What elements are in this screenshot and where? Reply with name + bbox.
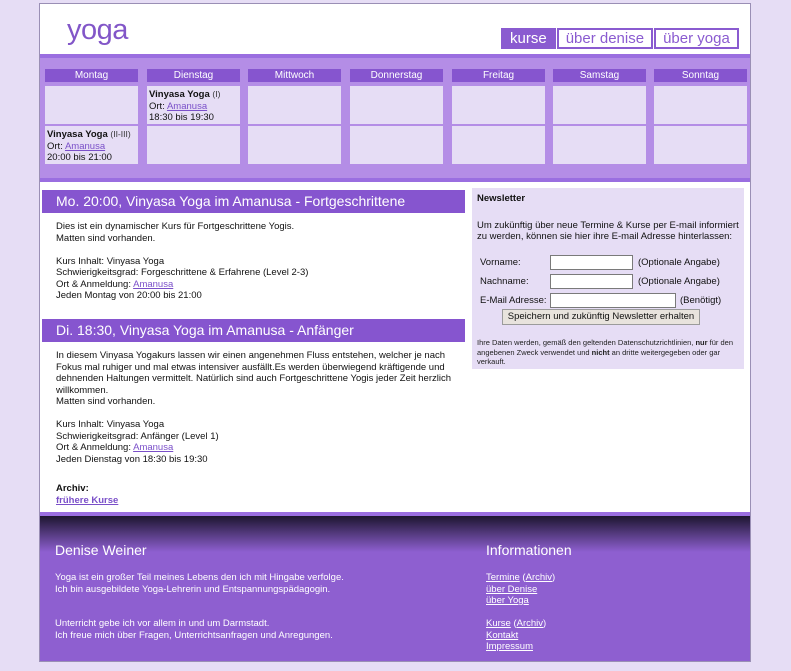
course-mats-note: Matten sind vorhanden. [56, 396, 156, 407]
tab-ueber-denise[interactable]: über denise [557, 28, 653, 49]
tab-ueber-yoga[interactable]: über yoga [654, 28, 739, 49]
footer-text-2 [55, 618, 435, 641]
course-title: Di. 18:30, Vinyasa Yoga im Amanusa - Anfänger [42, 319, 465, 342]
course-description: In diesem Vinyasa Yogakurs lassen wir einen angenehmen Fluss entstehen, welcher je nach Fokus mal ruhiger und mal etwas intensiver ausfällt.Es werden überwiegend kräftigende und dehnenden Haltungen vermittelt. Natürlich sind auch Fortgeschrittene Yogis jeder Zeit herzlich willkommen. [56, 350, 452, 396]
footer-text-1 [55, 572, 435, 595]
course-body [56, 221, 456, 302]
day-header: Montag [45, 69, 138, 82]
termine-archiv-link[interactable]: Archiv [525, 572, 553, 583]
course-name: Vinyasa Yoga [149, 89, 210, 100]
day-header: Donnerstag [350, 69, 443, 82]
footer-line: Ich freue mich über Fragen, Unterrichtsanfragen und Anregungen. [55, 629, 333, 641]
day-header: Samstag [553, 69, 646, 82]
newsletter-box [472, 188, 744, 369]
footer-line: Unterricht gebe ich vor allem in und um Darmstadt. [55, 618, 270, 629]
newsletter-submit-button[interactable]: Speichern und zukünftig Newsletter erhalten [502, 309, 700, 325]
privacy-text: Ihre Daten werden, gemäß den geltenden Datenschutzrichtlinien, [477, 338, 696, 347]
termine-link[interactable]: Termine [486, 572, 520, 583]
course-level: Schwierigkeitsgrad: Forgeschrittene & Erfahrene (Level 2-3) [56, 267, 309, 278]
vorname-field[interactable] [550, 255, 633, 270]
vorname-row [480, 254, 720, 271]
schedule-cell [452, 126, 545, 164]
nachname-row [480, 273, 720, 290]
day-header: Mittwoch [248, 69, 341, 82]
course-description: Dies ist ein dynamischer Kurs für Fortgeschrittene Yogis. [56, 221, 295, 232]
course-time: 18:30 bis 19:30 [149, 112, 214, 123]
email-note: (Benötigt) [680, 294, 722, 306]
footer-line: Yoga ist ein großer Teil meines Lebens den ich mit Hingabe verfolge. [55, 572, 344, 583]
course-inhalt: Kurs Inhalt: Vinyasa Yoga [56, 255, 165, 267]
ort-link[interactable]: Amanusa [166, 100, 208, 112]
schedule-cell [248, 86, 341, 124]
weekly-schedule [40, 54, 750, 178]
schedule-cell [654, 86, 747, 124]
schedule-cell [248, 126, 341, 164]
day-column-mittwoch [248, 69, 341, 82]
tab-kurse[interactable]: kurse [501, 28, 556, 49]
ort-link[interactable]: Amanusa [133, 278, 174, 290]
vorname-note: (Optionale Angabe) [638, 256, 720, 268]
newsletter-title: Newsletter [477, 193, 526, 204]
footer-links-2: Kurse (Archiv) Kontakt Impressum [486, 618, 547, 652]
day-header: Dienstag [147, 69, 240, 82]
privacy-note [477, 338, 742, 367]
ort-label: Ort & Anmeldung: [56, 442, 131, 453]
privacy-text: für den angebenen Zweck verwendet und [477, 338, 733, 357]
divider [40, 54, 750, 58]
newsletter-intro: Um zukünftig über neue Termine & Kurse per E-mail informiert zu werden, können sie hier ihre E-mail Adresse hinterlassen: [477, 219, 739, 242]
course-body [56, 350, 456, 465]
footer-title-right: Informationen [486, 542, 572, 558]
schedule-cell [45, 126, 138, 164]
course-schedule: Jeden Montag von 20:00 bis 21:00 [56, 290, 202, 301]
course-level: (II-III) [110, 129, 131, 139]
course-title: Mo. 20:00, Vinyasa Yoga im Amanusa - Fortgeschrittene [42, 190, 465, 213]
kurse-link[interactable]: Kurse [486, 618, 511, 629]
schedule-cell [350, 126, 443, 164]
schedule-cell [147, 86, 240, 124]
course-time: 20:00 bis 21:00 [47, 152, 112, 163]
email-label: E-Mail Adresse: [480, 294, 547, 306]
course-name: Vinyasa Yoga [47, 129, 108, 140]
ort-link[interactable]: Amanusa [133, 442, 174, 453]
day-header: Sonntag [654, 69, 747, 82]
footer-line: Ich bin ausgebildete Yoga-Lehrerin und Entspannungspädagogin. [55, 583, 331, 595]
email-field[interactable] [550, 293, 676, 308]
site-logo[interactable]: yoga [67, 14, 128, 46]
course-mats-note: Matten sind vorhanden. [56, 232, 156, 244]
schedule-cell [553, 126, 646, 164]
ort-label: Ort: [47, 140, 63, 152]
schedule-cell [45, 86, 138, 124]
course-location [56, 279, 456, 291]
ueber-denise-link[interactable]: über Denise [486, 583, 538, 595]
vorname-label: Vorname: [480, 256, 521, 268]
archive-section [56, 483, 456, 506]
course-level: (I) [212, 89, 221, 99]
kontakt-link[interactable]: Kontakt [486, 629, 519, 641]
impressum-link[interactable]: Impressum [486, 641, 533, 652]
schedule-cell [147, 126, 240, 164]
day-column-freitag [452, 69, 545, 82]
course-level: Schwierigkeitsgrad: Anfänger (Level 1) [56, 430, 219, 442]
archive-link[interactable]: frühere Kurse [56, 494, 119, 506]
schedule-cell [452, 86, 545, 124]
main-content [40, 178, 750, 512]
footer-links-1: Termine (Archiv) über Denise über Yoga [486, 572, 556, 606]
day-column-sonntag [654, 69, 747, 82]
ort-link[interactable]: Amanusa [64, 140, 106, 152]
main-nav [500, 28, 739, 49]
footer [40, 516, 750, 662]
day-column-samstag [553, 69, 646, 82]
nachname-note: (Optionale Angabe) [638, 275, 720, 287]
email-row [480, 292, 721, 309]
schedule-cell [350, 86, 443, 124]
schedule-cell [553, 86, 646, 124]
privacy-emphasis: nur [695, 338, 708, 347]
day-column-montag [45, 69, 138, 163]
course-location [56, 442, 456, 454]
day-column-dienstag [147, 69, 240, 123]
privacy-emphasis: nicht [591, 347, 610, 357]
kurse-archiv-link[interactable]: Archiv [516, 618, 544, 629]
schedule-cell [654, 126, 747, 164]
nachname-field[interactable] [550, 274, 633, 289]
nachname-label: Nachname: [480, 275, 529, 287]
header [40, 4, 750, 54]
course-schedule: Jeden Dienstag von 18:30 bis 19:30 [56, 453, 208, 465]
divider [40, 178, 750, 182]
ueber-yoga-link[interactable]: über Yoga [486, 595, 529, 606]
page-container [39, 3, 751, 662]
privacy-text: an dritte weitergegeben oder gar verkauft. [477, 347, 721, 366]
day-column-donnerstag [350, 69, 443, 82]
ort-label: Ort & Anmeldung: [56, 278, 131, 290]
archive-label: Archiv: [56, 483, 89, 494]
day-header: Freitag [452, 69, 545, 82]
ort-label: Ort: [149, 100, 165, 112]
footer-title-left: Denise Weiner [55, 542, 147, 558]
course-inhalt: Kurs Inhalt: Vinyasa Yoga [56, 419, 165, 430]
